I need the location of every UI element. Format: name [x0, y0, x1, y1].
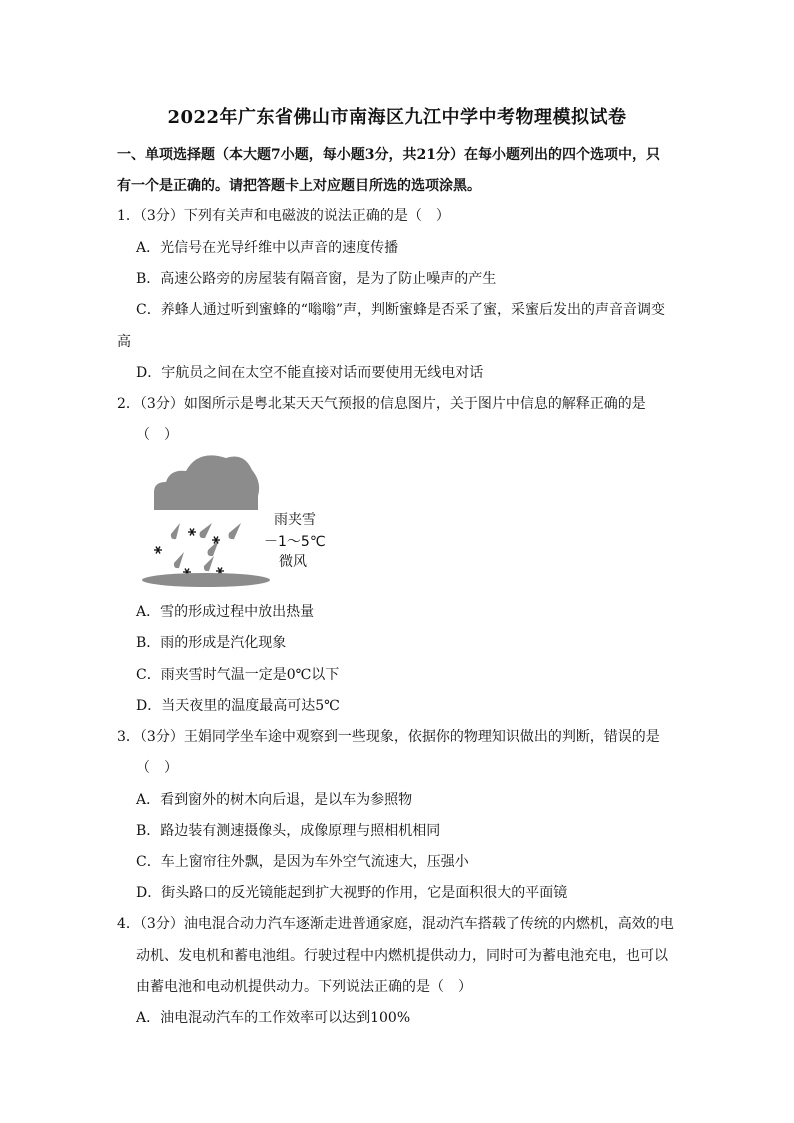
question-1-option-c: C．养蜂人通过听到蜜蜂的“嗡嗡”声，判断蜜蜂是否采了蜜，采蜜后发出的声音音调变 — [136, 302, 666, 318]
question-4-stem-line2: 动机、发电机和蓄电池组。行驶过程中内燃机提供动力，同时可为蓄电池充电，也可以 — [136, 948, 668, 964]
question-3-option-b: B．路边装有测速摄像头，成像原理与照相机相同 — [136, 823, 441, 839]
raindrop-icons — [171, 523, 241, 571]
question-2-option-a: A．雪的形成过程中放出热量 — [136, 604, 315, 620]
question-3-option-d: D．街头路口的反光镜能起到扩大视野的作用，它是面积很大的平面镜 — [136, 885, 568, 901]
question-1-option-a: A．光信号在光导纤维中以声音的速度传播 — [136, 240, 399, 256]
question-4-option-a: A．油电混动汽车的工作效率可以达到100% — [136, 1010, 411, 1026]
weather-temperature-label: －1～5℃ — [264, 534, 326, 550]
page-title: 2022年广东省佛山市南海区九江中学中考物理模拟试卷 — [167, 107, 627, 128]
question-1-stem: 1．（3分）下列有关声和电磁波的说法正确的是（ ） — [117, 208, 450, 224]
question-1-option-b: B．高速公路旁的房屋装有隔音窗，是为了防止噪声的产生 — [136, 271, 497, 287]
section-heading — [117, 140, 682, 202]
question-2-answer-paren: （ ） — [136, 427, 178, 443]
question-4-stem-line1: 4．（3分）油电混合动力汽车逐渐走进普通家庭，混动汽车搭载了传统的内燃机，高效的电 — [117, 916, 674, 932]
weather-type-label: 雨夹雪 — [274, 512, 316, 528]
question-4-stem-line3: 由蓄电池和电动机提供动力。下列说法正确的是（ ） — [136, 979, 472, 995]
section-heading-line2: 有一个是正确的。请把答题卡上对应题目所选的选项涂黑。 — [117, 178, 481, 194]
question-3-option-c: C．车上窗帘往外飘，是因为车外空气流速大，压强小 — [136, 854, 469, 870]
question-1-option-c-continued: 高 — [117, 334, 131, 350]
weather-forecast-figure — [140, 452, 340, 597]
question-1-option-d: D．宇航员之间在太空不能直接对话而要使用无线电对话 — [136, 365, 484, 381]
question-2-option-c: C．雨夹雪时气温一定是0℃以下 — [136, 667, 340, 683]
ground-shadow — [142, 573, 270, 587]
question-2-stem: 2．（3分）如图所示是粤北某天天气预报的信息图片，关于图片中信息的解释正确的是 — [117, 396, 646, 412]
question-3-answer-paren: （ ） — [136, 760, 178, 776]
weather-wind-label: 微风 — [279, 554, 307, 570]
question-3-stem: 3．（3分）王娟同学坐车途中观察到一些现象，依据你的物理知识做出的判断，错误的是 — [117, 729, 660, 745]
section-heading-line1: 一、单项选择题（本大题7小题，每小题3分，共21分）在每小题列出的四个选项中，只 — [117, 147, 660, 163]
cloud-icon — [154, 455, 259, 510]
question-3-option-a: A．看到窗外的树木向后退，是以车为参照物 — [136, 792, 413, 808]
question-2-option-b: B．雨的形成是汽化现象 — [136, 635, 287, 651]
question-2-option-d: D．当天夜里的温度最高可达5℃ — [136, 698, 340, 714]
